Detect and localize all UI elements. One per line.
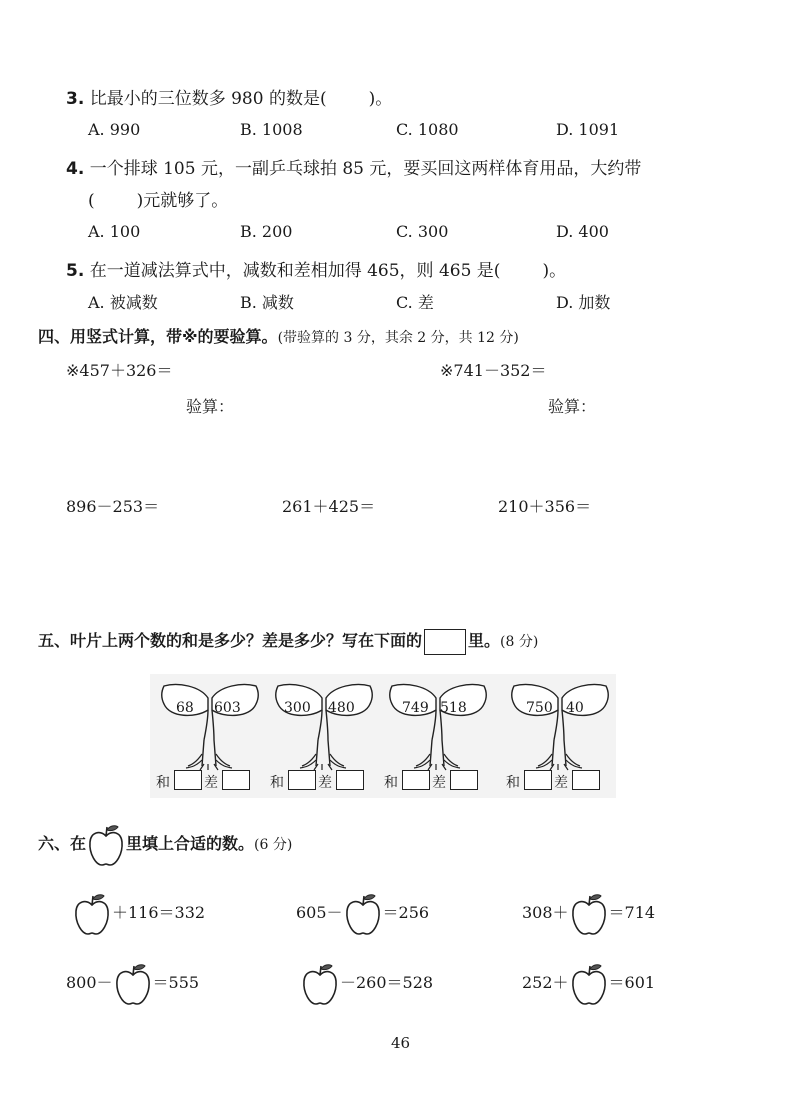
q3-option-b[interactable]: B. 1008: [240, 120, 303, 139]
equation-text: 308＋: [522, 903, 569, 922]
answer-box-icon: [424, 629, 466, 655]
sum-answer-box[interactable]: [402, 770, 430, 790]
q5-option-d[interactable]: D. 加数: [556, 293, 611, 312]
apple-answer-icon[interactable]: [72, 891, 112, 937]
q5-option-b[interactable]: B. 减数: [240, 293, 294, 312]
difference-label: 差: [318, 775, 332, 791]
check-label-1: 验算：: [186, 397, 235, 416]
paren-open: (: [88, 191, 95, 211]
equation-text: 605－: [296, 903, 343, 922]
difference-answer-box[interactable]: [222, 770, 250, 790]
apple-answer-icon[interactable]: [300, 961, 340, 1007]
question-text-end: )。: [542, 261, 567, 281]
question-4-line-2: [88, 186, 228, 211]
leaf-plant-4: [506, 674, 616, 798]
equation-text-end: ＝714: [608, 903, 656, 922]
section-6-heading: [38, 820, 292, 869]
section-title: 四、用竖式计算，带※的要验算。: [38, 327, 278, 346]
leaf-left-number: 750: [526, 700, 553, 716]
question-3: [66, 84, 392, 109]
question-text-end: )元就够了。: [136, 191, 229, 211]
equation-text: 800－: [66, 973, 113, 992]
sum-answer-box[interactable]: [288, 770, 316, 790]
calc-expression-2: ※741－352＝: [440, 361, 547, 380]
difference-answer-box[interactable]: [336, 770, 364, 790]
q3-option-a[interactable]: A. 990: [88, 120, 141, 139]
section-score-note: (带验算的 3 分，其余 2 分，共 12 分): [277, 330, 519, 346]
difference-label: 差: [204, 775, 218, 791]
leaf-plant-1: [156, 674, 266, 798]
apple-answer-icon[interactable]: [343, 891, 383, 937]
leaf-right-number: 480: [328, 700, 355, 716]
q4-option-c[interactable]: C. 300: [396, 222, 449, 241]
apple-equation-6: [522, 958, 655, 1008]
equation-text: 252＋: [522, 973, 569, 992]
sum-label: 和: [384, 775, 398, 791]
sum-answer-box[interactable]: [174, 770, 202, 790]
question-number: 3.: [66, 89, 85, 109]
apple-equation-2: [296, 888, 429, 938]
apple-equation-3: [522, 888, 655, 938]
difference-label: 差: [432, 775, 446, 791]
difference-answer-box[interactable]: [450, 770, 478, 790]
calc-expression-4: 261＋425＝: [282, 497, 376, 516]
question-number: 4.: [66, 159, 85, 179]
question-number: 5.: [66, 261, 85, 281]
q4-option-d[interactable]: D. 400: [556, 222, 609, 241]
q4-option-b[interactable]: B. 200: [240, 222, 293, 241]
apple-equation-4: [66, 958, 199, 1008]
difference-label: 差: [554, 775, 568, 791]
apple-answer-icon[interactable]: [569, 961, 609, 1007]
apple-answer-icon[interactable]: [569, 891, 609, 937]
section-4-heading: [38, 324, 519, 347]
section-title-end: 里。: [468, 631, 501, 650]
equation-text: ＋116＝332: [112, 903, 206, 922]
calc-expression-1: ※457＋326＝: [66, 361, 173, 380]
difference-answer-box[interactable]: [572, 770, 600, 790]
leaf-left-number: 68: [176, 700, 194, 716]
q4-option-a[interactable]: A. 100: [88, 222, 141, 241]
section-score-note: (8 分): [500, 634, 539, 650]
calc-expression-3: 896－253＝: [66, 497, 160, 516]
leaf-plant-3: [384, 674, 494, 798]
sum-label: 和: [270, 775, 284, 791]
q5-option-c[interactable]: C. 差: [396, 293, 434, 312]
leaf-right-number: 603: [214, 700, 241, 716]
equation-text-end: ＝256: [382, 903, 430, 922]
leaf-left-number: 300: [284, 700, 311, 716]
section-title-end: 里填上合适的数。: [126, 834, 255, 853]
check-label-2: 验算：: [548, 397, 597, 416]
sum-answer-box[interactable]: [524, 770, 552, 790]
equation-text-end: ＝555: [152, 973, 200, 992]
q3-option-c[interactable]: C. 1080: [396, 120, 459, 139]
question-text: 在一道减法算式中，减数和差相加得 465，则 465 是(: [89, 261, 501, 281]
q5-option-a[interactable]: A. 被减数: [88, 293, 158, 312]
question-text-end: )。: [368, 89, 393, 109]
section-title: 六、在: [38, 834, 87, 853]
apple-answer-icon[interactable]: [113, 961, 153, 1007]
page-number: 46: [391, 1034, 411, 1052]
q3-option-d[interactable]: D. 1091: [556, 120, 620, 139]
leaf-right-number: 518: [440, 700, 467, 716]
sum-label: 和: [506, 775, 520, 791]
leaf-left-number: 749: [402, 700, 429, 716]
equation-text-end: ＝601: [608, 973, 656, 992]
leaf-plant-2: [270, 674, 380, 798]
question-text: 一个排球 105 元，一副乒乓球拍 85 元，要买回这两样体育用品，大约带: [89, 159, 642, 179]
sum-label: 和: [156, 775, 170, 791]
question-5: [66, 256, 566, 281]
apple-equation-1: [72, 888, 205, 938]
question-text: 比最小的三位数多 980 的数是(: [89, 89, 327, 109]
question-4: [66, 154, 641, 179]
apple-equation-5: [300, 958, 433, 1008]
leaf-right-number: 40: [566, 700, 584, 716]
section-5-heading: [38, 628, 538, 655]
calc-expression-5: 210＋356＝: [498, 497, 592, 516]
apple-icon: [86, 822, 126, 868]
equation-text: －260＝528: [340, 973, 434, 992]
section-score-note: (6 分): [254, 837, 293, 853]
section-title: 五、叶片上两个数的和是多少？差是多少？写在下面的: [38, 631, 423, 650]
leaf-plants-panel: [150, 674, 616, 798]
